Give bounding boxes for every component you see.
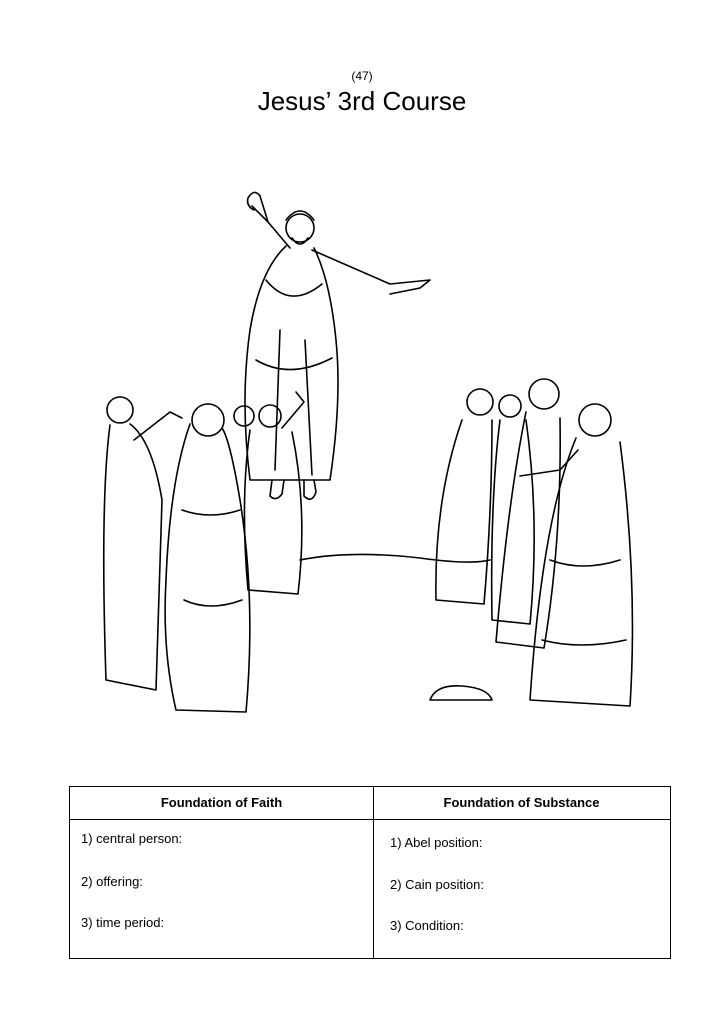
page-number: (47): [351, 69, 373, 83]
substance-item-cain-position: 2) Cain position:: [390, 877, 484, 892]
substance-column-header: Foundation of Substance: [443, 795, 600, 810]
central-figure: [245, 192, 430, 499]
faith-item-central-person: 1) central person:: [81, 831, 183, 846]
faith-column-header: Foundation of Faith: [160, 795, 283, 810]
substance-item-abel-position: 1) Abel position:: [390, 835, 483, 850]
header-divider: [70, 819, 670, 820]
column-divider: [373, 787, 374, 958]
faith-item-offering: 2) offering:: [81, 874, 143, 889]
faith-item-time-period: 3) time period:: [81, 915, 165, 930]
page-title: Jesus’ 3rd Course: [257, 86, 467, 116]
right-group: [436, 379, 633, 706]
worksheet-table: [69, 786, 671, 959]
substance-item-condition: 3) Condition:: [390, 918, 464, 933]
ascension-illustration: [90, 180, 650, 730]
left-group: [104, 392, 304, 712]
